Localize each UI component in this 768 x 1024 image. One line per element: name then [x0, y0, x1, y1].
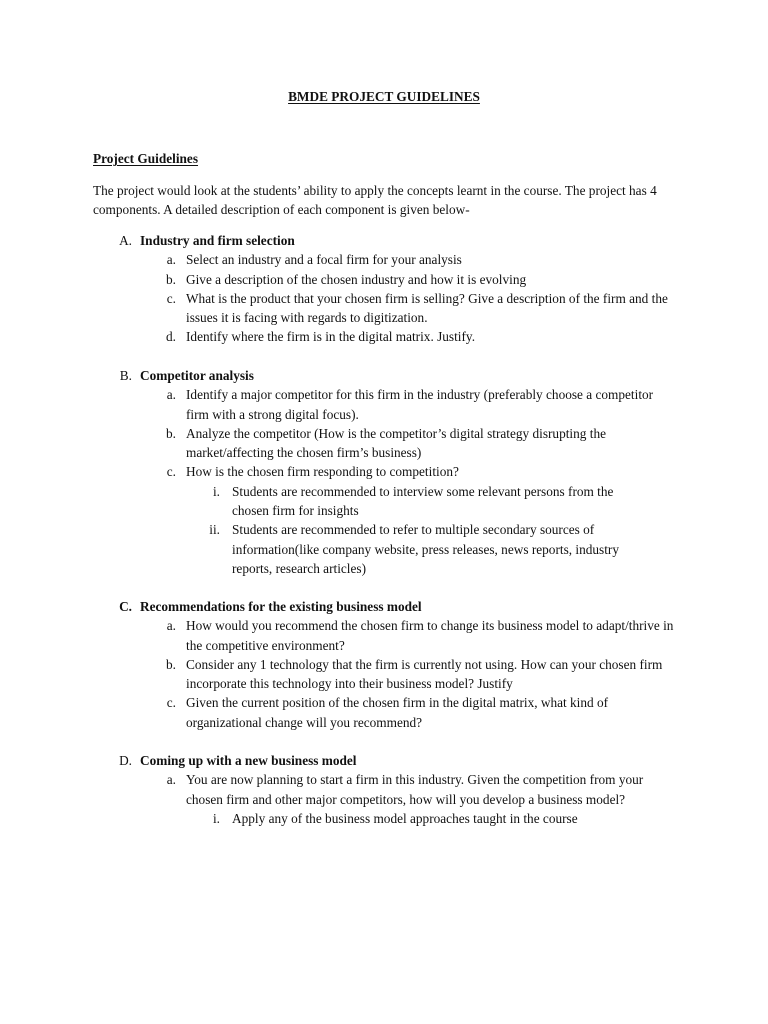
- list-item: [0, 270, 768, 289]
- item-marker: b.: [166, 656, 176, 672]
- section-c-heading: [0, 597, 768, 616]
- item-marker: a.: [166, 252, 176, 268]
- section-b: [0, 366, 768, 578]
- section-marker: B.: [119, 368, 132, 383]
- section-marker: A.: [119, 233, 132, 248]
- item-marker: a.: [166, 772, 176, 788]
- item-marker: a.: [166, 618, 176, 634]
- section-marker: C.: [119, 599, 132, 614]
- item-marker: c.: [166, 695, 176, 711]
- section-d-heading: [0, 751, 768, 770]
- list-item: [0, 424, 768, 463]
- item-text: Select an industry and a focal firm for your analysis: [186, 252, 462, 268]
- sub-item-marker: ii.: [209, 522, 220, 538]
- section-b-heading: [0, 366, 768, 385]
- item-text: Identify a major competitor for this firm in the industry (preferably choose a competitor firm with a strong digital focus).: [186, 387, 654, 422]
- list-item: [0, 770, 768, 809]
- item-marker: d.: [166, 329, 176, 345]
- section-title: Recommendations for the existing business model: [140, 599, 422, 614]
- section-a-heading: [0, 231, 768, 250]
- sub-list-item: [0, 520, 768, 578]
- item-text: How is the chosen firm responding to competition?: [186, 464, 459, 480]
- section-title: Industry and firm selection: [140, 233, 295, 248]
- item-text: Identify where the firm is in the digital matrix. Justify.: [186, 329, 476, 345]
- item-text: How would you recommend the chosen firm to change its business model to adapt/thrive in the competitive environment?: [186, 618, 674, 653]
- list-item: [0, 250, 768, 269]
- section-c: [0, 597, 768, 732]
- item-marker: b.: [166, 425, 176, 441]
- list-item: [0, 327, 768, 346]
- item-text: Give a description of the chosen industry and how it is evolving: [186, 271, 527, 287]
- item-text: Analyze the competitor (How is the competitor’s digital strategy disrupting the market/affecting the chosen firm’s business): [186, 425, 606, 461]
- item-text: Given the current position of the chosen firm in the digital matrix, what kind of organizational change will you recommend?: [186, 695, 609, 730]
- list-item: [0, 385, 768, 424]
- item-text: What is the product that your chosen firm is selling? Give a description of the firm and the issues it is facing with regards to digitization.: [186, 290, 668, 326]
- sub-item-marker: i.: [212, 483, 220, 499]
- list-item: [0, 462, 768, 481]
- section-a: [0, 231, 768, 347]
- sub-item-text: Students are recommended to interview some relevant persons from the chosen firm for insights: [232, 483, 614, 519]
- sub-item-text: Apply any of the business model approaches taught in the course: [232, 810, 578, 826]
- list-item: [0, 693, 768, 732]
- sub-item-marker: i.: [212, 810, 220, 826]
- list-item: [0, 655, 768, 694]
- sub-list-item: [0, 482, 768, 521]
- item-marker: b.: [166, 271, 176, 287]
- document-title: BMDE PROJECT GUIDELINES: [288, 89, 480, 104]
- item-text: You are now planning to start a firm in this industry. Given the competition from your chosen firm and other major competitors, how will you develop a business model?: [186, 772, 644, 807]
- intro-paragraph: The project would look at the students’ ability to apply the concepts learnt in the course. The project has 4 components. A detailed description of each component is given below-: [93, 183, 657, 218]
- item-marker: c.: [166, 464, 176, 480]
- item-marker: a.: [166, 387, 176, 403]
- list-item: [0, 616, 768, 655]
- item-text: Consider any 1 technology that the firm is currently not using. How can your chosen firm incorporate this technology into their business model? Justify: [186, 656, 663, 692]
- section-marker: D.: [119, 753, 132, 768]
- section-title: Competitor analysis: [140, 368, 254, 383]
- list-item: [0, 289, 768, 328]
- sub-item-text: Students are recommended to refer to multiple secondary sources of information(like company website, press releases, news reports, industry reports, research articles): [232, 522, 619, 576]
- sub-list-item: [0, 809, 768, 828]
- item-marker: c.: [166, 290, 176, 306]
- project-guidelines-heading: Project Guidelines: [93, 151, 199, 166]
- section-title: Coming up with a new business model: [140, 753, 357, 768]
- section-d: [0, 751, 768, 828]
